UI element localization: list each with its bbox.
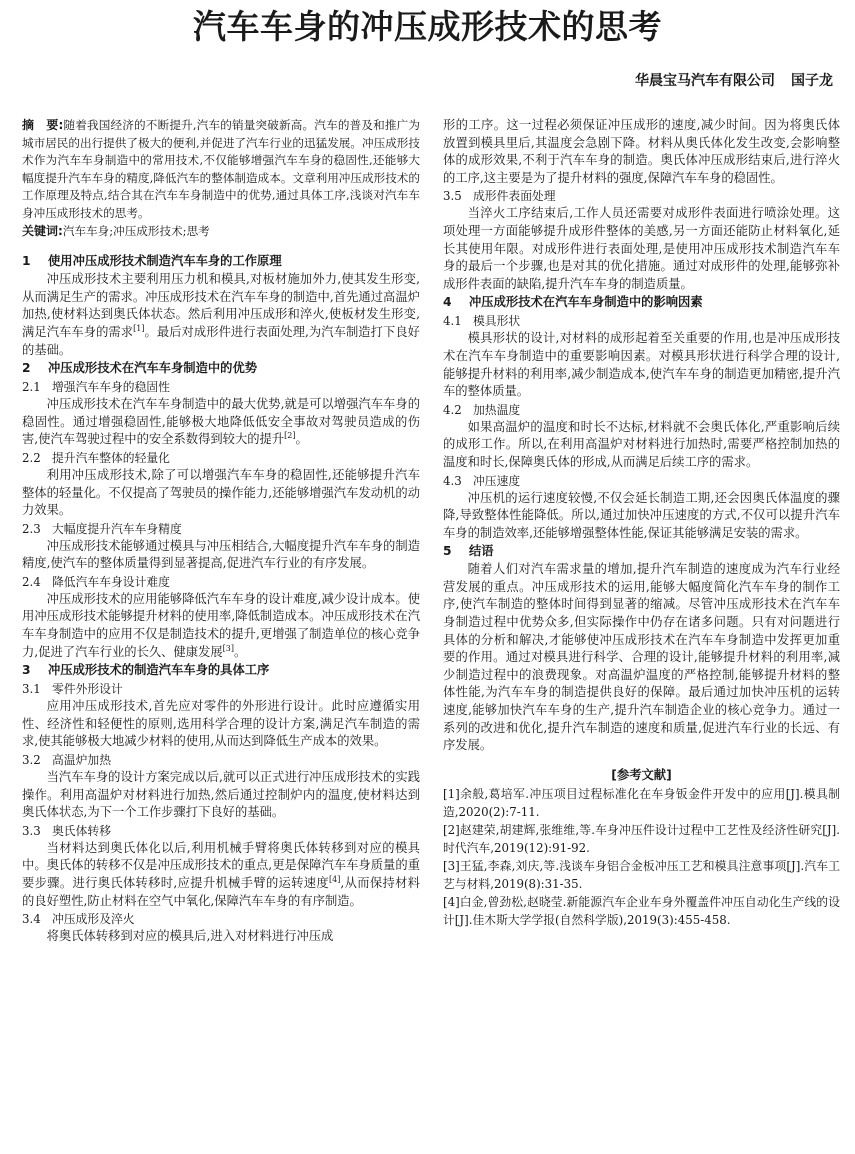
section-3-heading: 3 冲压成形技术的制造汽车车身的具体工序	[22, 663, 270, 678]
reference-item: [1]余般,葛培军.冲压项目过程标准化在车身钣金件开发中的应用[J].模具制造,2020(2):7-11.	[443, 786, 840, 819]
section-2-2-heading: 2.2 提升汽车整体的轻量化	[22, 450, 170, 465]
author-org: 华晨宝马汽车有限公司	[635, 73, 775, 89]
keywords	[22, 223, 420, 241]
section-3-1-heading: 3.1 零件外形设计	[22, 682, 123, 697]
page-title: 汽车车身的冲压成形技术的思考	[193, 7, 662, 46]
section-4-1-paragraph: 模具形状的设计,对材料的成形起着至关重要的作用,也是冲压成形技术在汽车车身制造中的重要影响因素。对模具形状进行科学合理的设计,能够提升材料的利用率,减少制造成本,使汽车车身的制造更加精密,提升汽车的整体质量。	[443, 331, 840, 399]
keywords-text: 汽车车身;冲压成形技术;思考	[62, 223, 210, 238]
abstract	[22, 117, 420, 223]
keywords-label: 关键词:	[22, 223, 63, 238]
section-3-4-paragraph-start: 将奥氏体转移到对应的模具后,进入对材料进行冲压成	[46, 929, 334, 944]
right-column	[443, 117, 840, 1147]
section-3-3-paragraph: 当材料达到奥氏体化以后,利用机械手臂将奥氏体转移到对应的模具中。奥氏体的转移不仅是冲压成形技术的重点,更是保障汽车车身质量的重要步骤。进行奥氏体转移时,应提升机械手臂的运转速度[4],从而保持材料的良好塑性,防止材料在空气中氧化,保障汽车车身的有序制造。	[22, 840, 420, 908]
section-3-4-paragraph-cont: 形的工序。这一过程必须保证冲压成形的速度,减少时间。因为将奥氏体放置到模具里后,其温度会急剧下降。材料从奥氏体化发生改变,会影响整体的成形效果,不利于汽车车身的制造。奥氏体冲压成形结束后,进行淬火的工序,这主要是为了提升材料的强度,保障汽车车身的稳固性。	[443, 118, 840, 185]
references-title: [参考文献]	[611, 767, 672, 782]
section-2-3-heading: 2.3 大幅度提升汽车车身精度	[22, 521, 182, 536]
reference-item: [4]白金,曾劲松,赵晓莹.新能源汽车企业车身外覆盖件冲压自动化生产线的设计[J].佳木斯大学学报(自然科学版),2019(3):455-458.	[443, 894, 840, 927]
section-4-2-paragraph: 如果高温炉的温度和时长不达标,材料就不会奥氏体化,严重影响后续的成形工作。所以,在利用高温炉对材料进行加热时,需要严格控制加热的温度和时长,保障奥氏体的形成,从而满足后续工序的需求。	[443, 419, 840, 469]
section-3-1-paragraph: 应用冲压成形技术,首先应对零件的外形进行设计。此时应遵循实用性、经济性和轻便性的原则,选用科学合理的设计方案,满足汽车制造的需求,使其能够极大地减少材料的使用,从而达到降低生产成本的效果。	[22, 699, 420, 749]
section-2-heading: 2 冲压成形技术在汽车车身制造中的优势	[22, 361, 258, 376]
section-5-paragraph: 随着人们对汽车需求量的增加,提升汽车制造的速度成为汽车行业经营发展的重点。冲压成形技术的运用,能够大幅度简化汽车车身的制作工序,使汽车制造的整体时间得到显著的缩减。尽管冲压成形技术在汽车车身制造过程中优势众多,但实际操作中仍存在诸多问题。只有对问题进行具体的分析和解决,才能够使冲压成形技术在汽车车身制造中发挥更加重要的作用。通过对模具进行科学、合理的设计,能够提升材料的利用率,减少制造过程中的浪费现象。对高温炉温度的严格控制,能够提升材料的整体性能,为汽车车身的制造提供良好的保障。最后通过加快冲压机的运转速度,能够加快汽车车身的生产,提升汽车制造企业的核心竞争力。通过一系列的改进和优化,提升汽车制造的速度和质量,促进汽车行业的长远、有序发展。	[443, 562, 840, 753]
abstract-text: 随着我国经济的不断提升,汽车的销量突破新高。汽车的普及和推广为城市居民的出行提供了极大的便利,并促进了汽车行业的迅猛发展。冲压成形技术作为汽车车身制造中的常用技术,不仅能够增强汽车车身的稳固性,还能够大幅度提升汽车车身的精度,降低汽车的整体制造成本。文章利用冲压成形技术的工作原理及特点,结合其在汽车车身制造中的优势,通过具体工序,浅谈对汽车车身冲压成形技术的思考。	[22, 118, 420, 220]
byline	[635, 71, 833, 91]
section-3-5-heading: 3.5 成形件表面处理	[443, 189, 556, 204]
section-3-4-heading: 3.4 冲压成形及淬火	[22, 912, 135, 927]
section-4-3-paragraph: 冲压机的运行速度较慢,不仅会延长制造工期,还会因奥氏体温度的骤降,导致整体性能降低。所以,通过加快冲压速度的方式,不仅可以提升汽车车身的制造效率,还能够增强整体性能,保证其能够满足安装的需求。	[443, 490, 840, 540]
section-2-4-heading: 2.4 降低汽车车身设计难度	[22, 574, 170, 589]
section-3-3-heading: 3.3 奥氏体转移	[22, 823, 111, 838]
section-4-heading: 4 冲压成形技术在汽车车身制造中的影响因素	[443, 295, 703, 310]
section-2-4-paragraph: 冲压成形技术的应用能够降低汽车车身的设计难度,减少设计成本。使用冲压成形技术能够提升材料的使用率,降低制造成本。冲压成形技术在汽车车身制造中的应用不仅是制造技术的提升,更增强了制造单位的核心竞争力,促进了汽车行业的长久、健康发展[3]。	[22, 591, 420, 659]
left-column	[22, 117, 420, 1147]
section-4-3-heading: 4.3 冲压速度	[443, 473, 521, 488]
section-3-5-paragraph: 当淬火工序结束后,工作人员还需要对成形件表面进行喷涂处理。这项处理一方面能够提升成形件整体的美感,另一方面还能防止材料氧化,延长其使用年限。对成形件进行表面处理,是使用冲压成形技术制造汽车车身的最后一个步骤,也是对其的优化措施。通过对成形件的处理,能够弥补成形件表面的缺陷,提升汽车车身的制造质量。	[443, 206, 840, 291]
section-1-paragraph: 冲压成形技术主要利用压力机和模具,对板材施加外力,使其发生形变,从而满足生产的需求。冲压成形技术在汽车车身的制造中,首先通过高温炉加热,使材料达到奥氏体状态。然后利用冲压成形和淬火,使板材发生形变,满足汽车车身的需求[1]。最后对成形件进行表面处理,为汽车制造打下良好的基础。	[22, 272, 420, 357]
reference-item: [2]赵建荣,胡建辉,张维维,等.车身冲压件设计过程中工艺性及经济性研究[J].时代汽车,2019(12):91-92.	[443, 822, 840, 855]
section-4-1-heading: 4.1 模具形状	[443, 314, 521, 329]
section-3-2-paragraph: 当汽车车身的设计方案完成以后,就可以正式进行冲压成形技术的实践操作。利用高温炉对材料进行加热,然后通过控制炉内的温度,使材料达到奥氏体状态,为下一个工作步骤打下良好的基础。	[22, 770, 420, 820]
reference-item: [3]王猛,李森,刘庆,等.浅谈车身铝合金板冲压工艺和模具注意事项[J].汽车工艺与材料,2019(8):31-35.	[443, 858, 840, 891]
section-2-2-paragraph: 利用冲压成形技术,除了可以增强汽车车身的稳固性,还能够提升汽车整体的轻量化。不仅提高了驾驶员的操作能力,还能够增强汽车发动机的动力效果。	[22, 467, 420, 518]
section-3-2-heading: 3.2 高温炉加热	[22, 753, 111, 768]
section-4-2-heading: 4.2 加热温度	[443, 402, 521, 417]
section-2-3-paragraph: 冲压成形技术能够通过模具与冲压相结合,大幅度提升汽车车身的制造精度,使汽车的整体质量得到显著提高,促进汽车行业的有序发展。	[22, 538, 420, 571]
section-2-1-heading: 2.1 增强汽车车身的稳固性	[22, 380, 170, 395]
section-5-heading: 5 结语	[443, 544, 494, 559]
abstract-label: 摘 要:	[22, 118, 64, 132]
section-2-1-paragraph: 冲压成形技术在汽车车身制造中的最大优势,就是可以增强汽车车身的稳固性。通过增强稳固性,能够极大地降低低安全事故对驾驶员造成的伤害,使汽车驾驶过程中的安全系数得到较大的提升[2]。	[22, 397, 420, 447]
section-1-heading: 1 使用冲压成形技术制造汽车车身的工作原理	[22, 254, 282, 269]
author-name: 国子龙	[791, 73, 833, 89]
